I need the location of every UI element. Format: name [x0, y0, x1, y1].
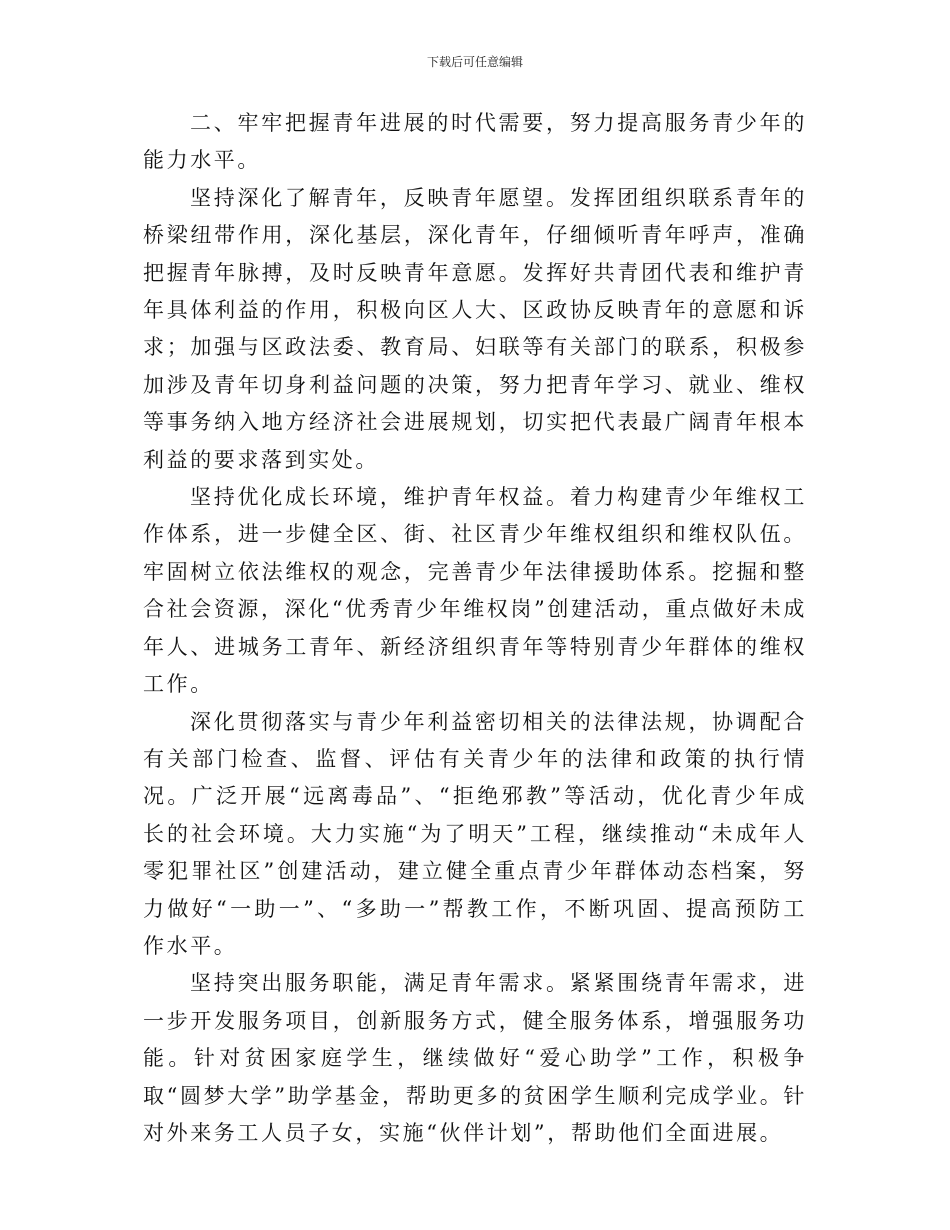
body-paragraph-laws-regulations: 深化贯彻落实与青少年利益密切相关的法律法规，协调配合有关部门检查、监督、评估有关青少年的法律和政策的执行情况。广泛开展“远离毒品”、“拒绝邪教”等活动，优化青少年成长的社会环境。大力实施“为了明天”工程，继续推动“未成年人零犯罪社区”创建活动，建立健全重点青少年群体动态档案，努力做好“一助一”、“多助一”帮教工作，不断巩固、提高预防工作水平。 — [143, 709, 807, 958]
body-paragraph-understand-youth: 坚持深化了解青年，反映青年愿望。发挥团组织联系青年的桥梁纽带作用，深化基层，深化青年，仔细倾听青年呼声，准确把握青年脉搏，及时反映青年意愿。发挥好共青团代表和维护青年具体利益的作用，积极向区人大、区政协反映青年的意愿和诉求；加强与区政法委、教育局、妇联等有关部门的联系，积极参加涉及青年切身利益问题的决策，努力把青年学习、就业、维权等事务纳入地方经济社会进展规划，切实把代表最广阔青年根本利益的要求落到实处。 — [143, 185, 807, 472]
document-body — [143, 105, 807, 1152]
section-heading-paragraph: 二、牢牢把握青年进展的时代需要，努力提高服务青少年的能力水平。 — [143, 111, 807, 173]
page-header: 下载后可任意编辑 — [426, 55, 523, 69]
body-paragraph-growth-environment: 坚持优化成长环境，维护青年权益。着力构建青少年维权工作体系，进一步健全区、街、社区青少年维权组织和维权队伍。牢固树立依法维权的观念，完善青少年法律援助体系。挖掘和整合社会资源，深化“优秀青少年维权岗”创建活动，重点做好未成年人、进城务工青年、新经济组织青年等特别青少年群体的维权工作。 — [143, 485, 807, 697]
body-paragraph-service-functions: 坚持突出服务职能，满足青年需求。紧紧围绕青年需求，进一步开发服务项目，创新服务方式，健全服务体系，增强服务功能。针对贫困家庭学生，继续做好“爱心助学”工作，积极争取“圆梦大学”助学基金，帮助更多的贫困学生顺利完成学业。针对外来务工人员子女，实施“伙伴计划”，帮助他们全面进展。 — [143, 971, 807, 1145]
